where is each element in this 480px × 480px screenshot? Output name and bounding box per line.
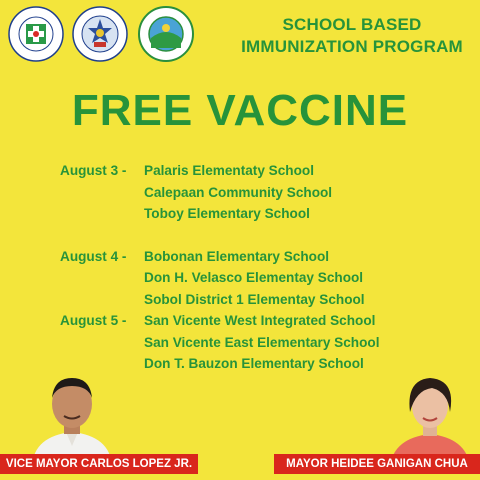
- schedule-date: August 4 -: [60, 248, 127, 264]
- school-name: Palaris Elementaty School: [144, 163, 314, 178]
- deped-seal-icon: [72, 6, 128, 62]
- program-title-line1: SCHOOL BASED: [282, 15, 422, 34]
- mayor-name-label: MAYOR HEIDEE GANIGAN CHUA: [274, 454, 480, 474]
- vice-mayor-name-label: VICE MAYOR CARLOS LOPEZ JR.: [0, 454, 198, 474]
- schedule-group: [60, 160, 379, 225]
- mayor-photo: [380, 366, 480, 466]
- school-name: Don H. Velasco Elementay School: [144, 270, 364, 285]
- vice-mayor-photo: [22, 366, 122, 466]
- school-list: [144, 160, 332, 225]
- program-title: [228, 14, 476, 58]
- schedule-date: August 5 -: [60, 313, 127, 328]
- school-name: Calepaan Community School: [144, 184, 333, 200]
- asingan-seal-icon: [138, 6, 194, 62]
- schedule-date: August 3 -: [60, 163, 127, 178]
- school-name: San Vicente East Elementary School: [144, 334, 380, 350]
- school-name: Sobol District 1 Elementay School: [144, 291, 365, 307]
- program-title-line2: IMMUNIZATION PROGRAM: [241, 37, 463, 56]
- school-name: San Vicente West Integrated School: [144, 313, 376, 328]
- school-name: Toboy Elementary School: [144, 206, 310, 221]
- free-vaccine-headline: FREE VACCINE: [71, 86, 409, 135]
- schedule-group: [60, 246, 379, 311]
- school-list: [144, 310, 379, 375]
- school-name: Bobonan Elementary School: [144, 248, 330, 264]
- school-list: [144, 246, 365, 311]
- doh-seal-icon: [8, 6, 64, 62]
- vaccination-schedule: [60, 160, 379, 375]
- schedule-group: [60, 310, 379, 375]
- school-name: Don T. Bauzon Elementary School: [144, 356, 364, 371]
